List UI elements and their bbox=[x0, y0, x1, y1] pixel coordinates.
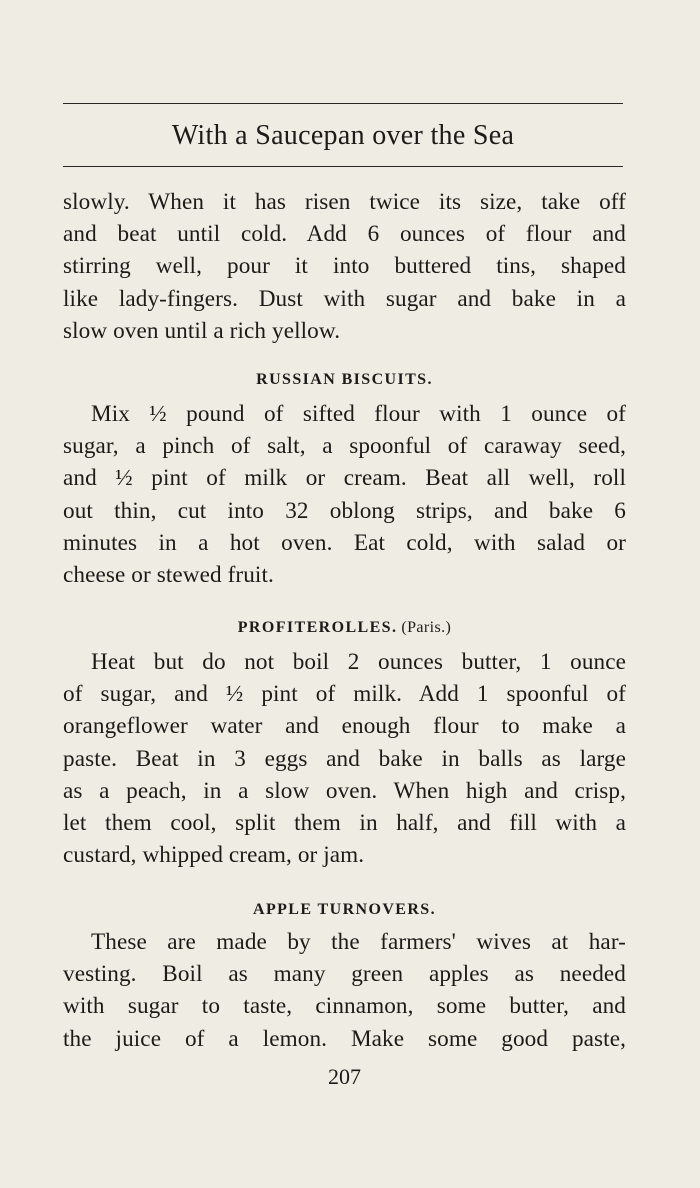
text-line: of sugar, and ½ pint of milk. Add 1 spoonful of bbox=[63, 681, 626, 708]
text-line: orangeflower water and enough flour to make a bbox=[63, 713, 626, 740]
text-line: and beat until cold. Add 6 ounces of flour and bbox=[63, 221, 626, 248]
header-rule-bottom bbox=[63, 166, 623, 167]
text-line: slowly. When it has risen twice its size, take off bbox=[63, 189, 626, 215]
recipe-paragraph-profiterolles bbox=[63, 646, 626, 871]
recipe-title: RUSSIAN BISCUITS. bbox=[256, 371, 433, 388]
recipe-heading-russian-biscuits bbox=[63, 368, 626, 392]
text-line: and ½ pint of milk or cream. Beat all well, roll bbox=[63, 465, 626, 492]
text-line: Heat but do not boil 2 ounces butter, 1 ounce bbox=[91, 649, 626, 675]
text-line: out thin, cut into 32 oblong strips, and bake 6 bbox=[63, 497, 626, 524]
text-line: vesting. Boil as many green apples as needed bbox=[63, 961, 626, 988]
continuation-paragraph bbox=[63, 186, 626, 347]
header-rule-top bbox=[63, 103, 623, 104]
recipe-paragraph-russian-biscuits bbox=[63, 398, 626, 591]
text-line: like lady-fingers. Dust with sugar and bake in a bbox=[63, 285, 626, 312]
page-number: 207 bbox=[328, 1064, 361, 1089]
text-line: let them cool, split them in half, and fill with a bbox=[63, 810, 626, 837]
text-line: Mix ½ pound of sifted flour with 1 ounce of bbox=[91, 401, 626, 427]
text-line: cheese or stewed fruit. bbox=[63, 562, 274, 589]
text-line: custard, whipped cream, or jam. bbox=[63, 842, 365, 869]
recipe-heading-profiterolles bbox=[63, 616, 626, 640]
recipe-paragraph-apple-turnovers bbox=[63, 926, 626, 1055]
text-line: sugar, a pinch of salt, a spoonful of caraway seed, bbox=[63, 433, 626, 460]
text-line: as a peach, in a slow oven. When high and crisp, bbox=[63, 777, 626, 804]
text-line: slow oven until a rich yellow. bbox=[63, 317, 341, 344]
recipe-heading-apple-turnovers bbox=[63, 898, 626, 922]
text-line: minutes in a hot oven. Eat cold, with salad or bbox=[63, 529, 626, 556]
recipe-title: PROFITEROLLES. bbox=[237, 619, 398, 636]
text-line: These are made by the farmers' wives at har- bbox=[91, 929, 626, 955]
text-line: stirring well, pour it into buttered tins, shaped bbox=[63, 253, 626, 280]
recipe-subtitle: (Paris.) bbox=[401, 619, 452, 636]
text-line: with sugar to taste, cinnamon, some butter, and bbox=[63, 993, 626, 1020]
text-line: paste. Beat in 3 eggs and bake in balls as large bbox=[63, 745, 626, 772]
running-title: With a Saucepan over the Sea bbox=[171, 120, 515, 151]
text-line: the juice of a lemon. Make some good paste, bbox=[63, 1025, 626, 1052]
recipe-title: APPLE TURNOVERS. bbox=[252, 901, 437, 918]
